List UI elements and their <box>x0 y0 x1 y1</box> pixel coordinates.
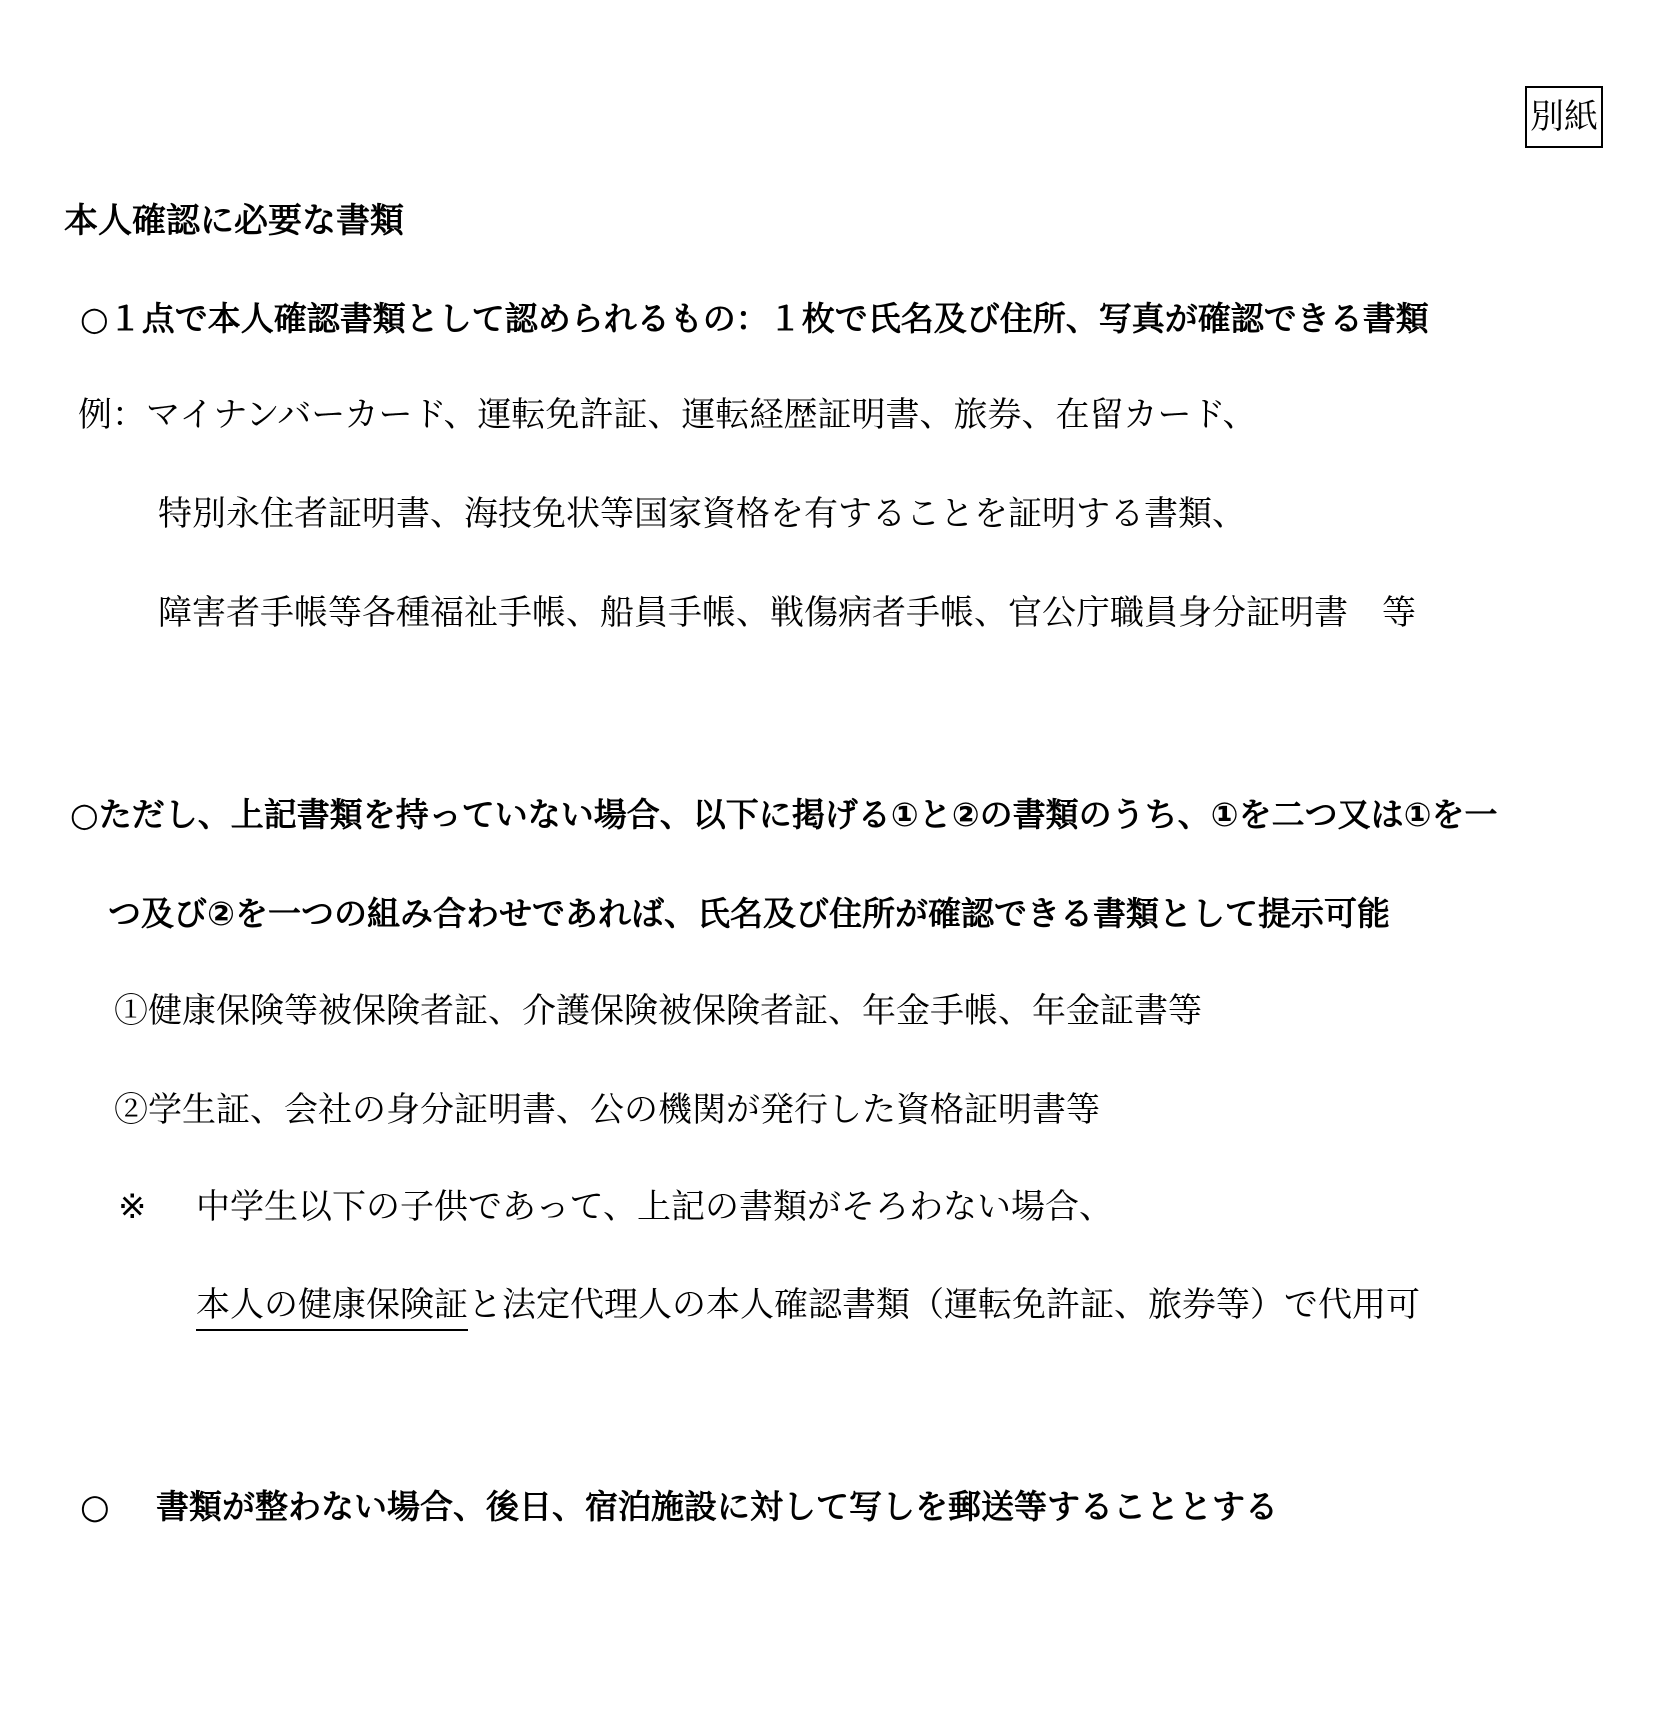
section2-heading-line-1: ○ただし、上記書類を持っていない場合、以下に掲げる①と②の書類のうち、①を二つ又は①を一 <box>70 795 1498 834</box>
section3-text: 書類が整わない場合、後日、宿泊施設に対して写しを郵送等することとする <box>156 1487 1278 1526</box>
document-title: 本人確認に必要な書類 <box>64 201 404 241</box>
note-line-2-rest: と法定代理人の本人確認書類（運転免許証、旅券等）で代用可 <box>468 1285 1420 1325</box>
section2-item-2: ②学生証、会社の身分証明書、公の機関が発行した資格証明書等 <box>114 1090 1100 1130</box>
note-underlined-text: 本人の健康保険証 <box>196 1285 468 1331</box>
note-line-2 <box>196 1285 1420 1325</box>
section2-item-1: ①健康保険等被保険者証、介護保険被保険者証、年金手帳、年金証書等 <box>114 991 1202 1031</box>
section1-example-line-2: 特別永住者証明書、海技免状等国家資格を有することを証明する書類、 <box>158 494 1246 534</box>
attachment-label: 別紙 <box>1525 86 1603 148</box>
section1-example-line-1: 例：マイナンバーカード、運転免許証、運転経歴証明書、旅券、在留カード、 <box>78 395 1257 435</box>
section3-mark: ○ <box>80 1487 110 1527</box>
section1-example-line-3: 障害者手帳等各種福祉手帳、船員手帳、戦傷病者手帳、官公庁職員身分証明書 等 <box>158 593 1416 633</box>
section1-heading: ○１点で本人確認書類として認められるもの：１枚で氏名及び住所、写真が確認できる書類 <box>80 299 1429 338</box>
note-mark: ※ <box>118 1187 147 1227</box>
section2-heading-line-2: つ及び②を一つの組み合わせであれば、氏名及び住所が確認できる書類として提示可能 <box>108 894 1390 933</box>
note-line-1: 中学生以下の子供であって、上記の書類がそろわない場合、 <box>196 1187 1113 1227</box>
